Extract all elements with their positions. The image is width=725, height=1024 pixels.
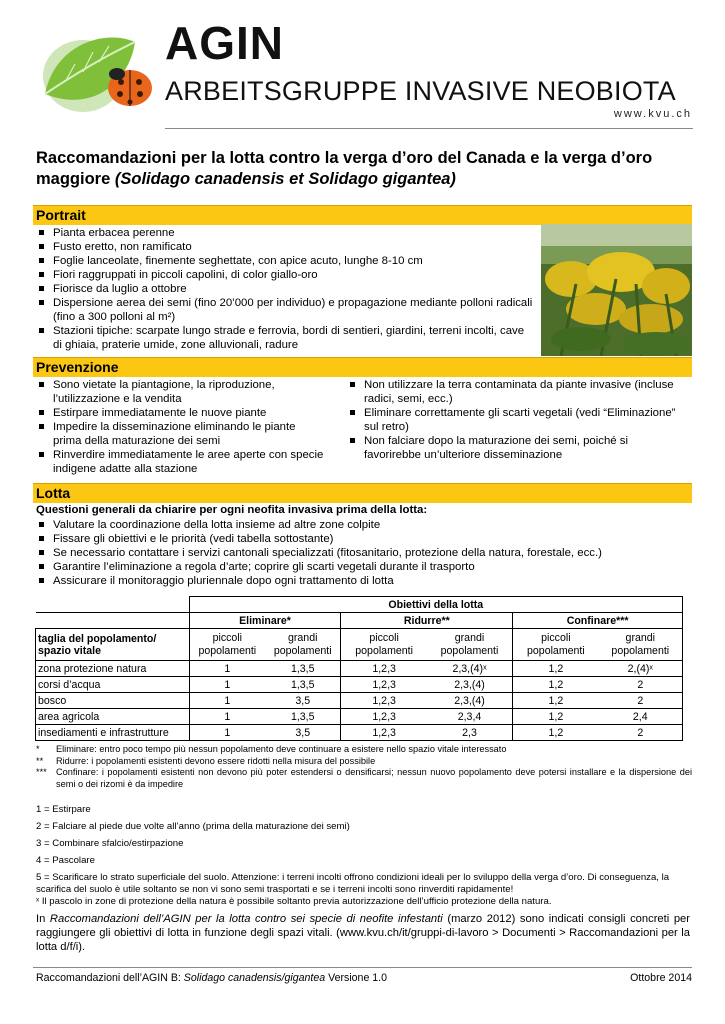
table-cell: 1,2 — [513, 677, 599, 693]
small-populations-header: piccoli popolamenti — [189, 629, 265, 661]
legend-item: 4 = Pascolare — [36, 855, 95, 866]
list-item: Fissare gli obiettivi e le priorità (vedi tabella sottostante) — [36, 532, 686, 546]
list-item: Garantire l’eliminazione a regola d’arte; coprire gli scarti vegetali durante il trasporto — [36, 560, 686, 574]
legend-item: 3 = Combinare sfalcio/estirpazione — [36, 838, 184, 849]
large-populations-header: grandi popolamenti — [427, 629, 513, 661]
footnote: ** Ridurre: i popolamenti esistenti devono essere ridotti nella misura del possibile — [36, 756, 376, 766]
list-item: Fiorisce da luglio a ottobre — [36, 282, 536, 296]
row-label: bosco — [36, 693, 190, 709]
section-bar-portrait — [33, 205, 692, 225]
table-row — [36, 693, 683, 709]
goal-header: Confinare*** — [513, 613, 683, 629]
agin-logo — [35, 24, 155, 124]
large-populations-header: grandi popolamenti — [599, 629, 683, 661]
list-item: Se necessario contattare i servizi cantonali specializzati (fitosanitario, protezione della natura, forestale, ecc.) — [36, 546, 686, 560]
brand-title: AGIN — [165, 17, 284, 69]
list-item: Eliminare correttamente gli scarti vegetali (vedi “Eliminazione” sul retro) — [347, 406, 687, 434]
section-bar-lotta — [33, 483, 692, 503]
list-item: Rinverdire immediatamente le aree aperte con specie indigene adatte alla stazione — [36, 448, 326, 476]
table-cell: 3,5 — [265, 693, 341, 709]
brand-subtitle: ARBEITSGRUPPE INVASIVE NEOBIOTA — [165, 76, 676, 106]
section-heading-portrait: Portrait — [36, 207, 86, 223]
prevenzione-left-list — [36, 378, 326, 476]
portrait-list — [36, 226, 536, 352]
table-cell: 1,3,5 — [265, 709, 341, 725]
table-cell: 1,2,3 — [341, 677, 427, 693]
list-item: Foglie lanceolate, finemente seghettate, con apice acuto, lunghe 8-10 cm — [36, 254, 536, 268]
table-cell: 2,4 — [599, 709, 683, 725]
goldenrod-plant-image — [541, 224, 692, 356]
section-bar-prevenzione — [33, 357, 692, 377]
table-row — [36, 677, 683, 693]
footnote: *** Confinare: i popolamenti esistenti non devono più poter estendersi o densificarsi; nessun nuovo popolamento deve potersi installare e la dispersione dei semi o dei rizomi è da impedire — [36, 767, 692, 789]
legend-item: 2 = Falciare al piede due volte all’anno (prima della maturazione dei semi) — [36, 821, 350, 832]
row-label: insediamenti e infrastrutture — [36, 725, 190, 741]
size-header: taglia del popolamento/ spazio vitale — [36, 629, 190, 661]
section-heading-prevenzione: Prevenzione — [36, 359, 119, 375]
footer-divider — [33, 967, 692, 968]
row-label: corsi d’acqua — [36, 677, 190, 693]
list-item: Dispersione aerea dei semi (fino 20’000 per individuo) e propagazione mediante polloni radicali (fino a 300 polloni al m²) — [36, 296, 536, 324]
table-cell: 2 — [599, 693, 683, 709]
table-cell: 1 — [189, 709, 265, 725]
lotta-list — [36, 518, 686, 588]
small-populations-header: piccoli popolamenti — [513, 629, 599, 661]
large-populations-header: grandi popolamenti — [265, 629, 341, 661]
legend-item: 1 = Estirpare — [36, 804, 91, 815]
goal-header: Ridurre** — [341, 613, 513, 629]
objectives-table — [35, 596, 683, 741]
footer-date: Ottobre 2014 — [630, 972, 692, 984]
table-cell: 1,2,3 — [341, 693, 427, 709]
solidago-photo — [541, 224, 692, 356]
lotta-intro: Questioni generali da chiarire per ogni neofita invasiva prima della lotta: — [36, 504, 428, 516]
table-cell: 1,2,3 — [341, 725, 427, 741]
list-item: Estirpare immediatamente le nuove piante — [36, 406, 326, 420]
table-header-row — [36, 629, 683, 661]
list-item: Stazioni tipiche: scarpate lungo strade e ferrovia, bordi di sentieri, giardini, terreni incolti, cave di ghiaia, praterie umide, zone alluvionali, radure — [36, 324, 536, 352]
list-item: Non utilizzare la terra contaminata da piante invasive (incluse radici, semi, ecc.) — [347, 378, 687, 406]
table-cell: 3,5 — [265, 725, 341, 741]
table-cell: 1 — [189, 661, 265, 677]
leaf-ladybug-icon — [35, 24, 155, 124]
goal-header: Eliminare* — [189, 613, 341, 629]
title-species: (Solidago canadensis et Solidago gigantea) — [114, 170, 456, 188]
legend-item: ˣ Il pascolo in zone di protezione della natura è possibile soltanto previa autorizzazione dell’ufficio protezione della natura. — [36, 896, 552, 907]
table-cell: 1,2 — [513, 693, 599, 709]
closing-reference: Raccomandazioni dell’AGIN per la lotta contro sei specie di neofite infestanti — [49, 913, 443, 925]
table-cell: 1 — [189, 725, 265, 741]
table-cell: 2 — [599, 677, 683, 693]
list-item: Pianta erbacea perenne — [36, 226, 536, 240]
document-title — [36, 148, 686, 190]
brand-url[interactable]: www.kvu.ch — [613, 108, 692, 120]
closing-paragraph: In Raccomandazioni dell’AGIN per la lotta contro sei specie di neofite infestanti (marzo 2012) sono indicati consigli concreti per raggiungere gli obiettivi di lotta in funzione degli spazi vitali. (www.kvu.ch/it/gruppi-di-lavoro > Documenti > Raccomandazioni per la lotta d/f/i). — [36, 913, 690, 953]
table-cell: 2,(4)ˣ — [599, 661, 683, 677]
footnote: * Eliminare: entro poco tempo più nessun popolamento deve continuare a esistere nello spazio vitale interessato — [36, 744, 507, 754]
table-cell: 2,3,(4) — [427, 693, 513, 709]
list-item: Assicurare il monitoraggio pluriennale dopo ogni trattamento di lotta — [36, 574, 686, 588]
header-divider — [165, 128, 693, 129]
table-cell: 1,2 — [513, 725, 599, 741]
row-label: zona protezione natura — [36, 661, 190, 677]
table-cell: 2,3 — [427, 725, 513, 741]
table-cell: 2,3,(4)ˣ — [427, 661, 513, 677]
small-populations-header: piccoli popolamenti — [341, 629, 427, 661]
list-item: Fiori raggruppati in piccoli capolini, di color giallo-oro — [36, 268, 536, 282]
table-cell: 1,2 — [513, 709, 599, 725]
table-row — [36, 725, 683, 741]
table-cell: 1,3,5 — [265, 677, 341, 693]
table-header-row — [36, 597, 683, 613]
table-cell: 1 — [189, 677, 265, 693]
section-heading-lotta: Lotta — [36, 485, 71, 501]
table-cell: 2,3,(4) — [427, 677, 513, 693]
table-row — [36, 661, 683, 677]
list-item: Impedire la disseminazione eliminando le piante prima della maturazione dei semi — [36, 420, 326, 448]
table-cell: 1,2,3 — [341, 661, 427, 677]
title-main: Raccomandazioni per la lotta contro la verga d’oro del Canada e la verga d’oro maggiore — [36, 149, 653, 188]
table-cell: 2 — [599, 725, 683, 741]
legend-item: 5 = Scarificare lo strato superficiale del suolo. Attenzione: i terreni incolti offrono condizioni ideali per lo sviluppo della verga d’oro. Di conseguenza, la scarifica del suolo è utile soltanto se non vi sono semi trasportati e se i terreni incolti sono rinverditi rapidamente! — [36, 872, 670, 895]
list-item: Sono vietate la piantagione, la riproduzione, l’utilizzazione e la vendita — [36, 378, 326, 406]
table-cell: 1 — [189, 693, 265, 709]
table-cell: 1,2 — [513, 661, 599, 677]
table-cell: 1,2,3 — [341, 709, 427, 725]
footer-left: Raccomandazioni dell’AGIN B: Solidago canadensis/gigantea Versione 1.0 — [36, 972, 388, 984]
objectives-header: Obiettivi della lotta — [189, 597, 682, 613]
table-header-row — [36, 613, 683, 629]
prevenzione-right-list — [347, 378, 687, 462]
table-cell: 1,3,5 — [265, 661, 341, 677]
row-label: area agricola — [36, 709, 190, 725]
table-row — [36, 709, 683, 725]
table-cell: 2,3,4 — [427, 709, 513, 725]
list-item: Fusto eretto, non ramificato — [36, 240, 536, 254]
list-item: Non falciare dopo la maturazione dei semi, poiché si favorirebbe un’ulteriore disseminazione — [347, 434, 687, 462]
list-item: Valutare la coordinazione della lotta insieme ad altre zone colpite — [36, 518, 686, 532]
